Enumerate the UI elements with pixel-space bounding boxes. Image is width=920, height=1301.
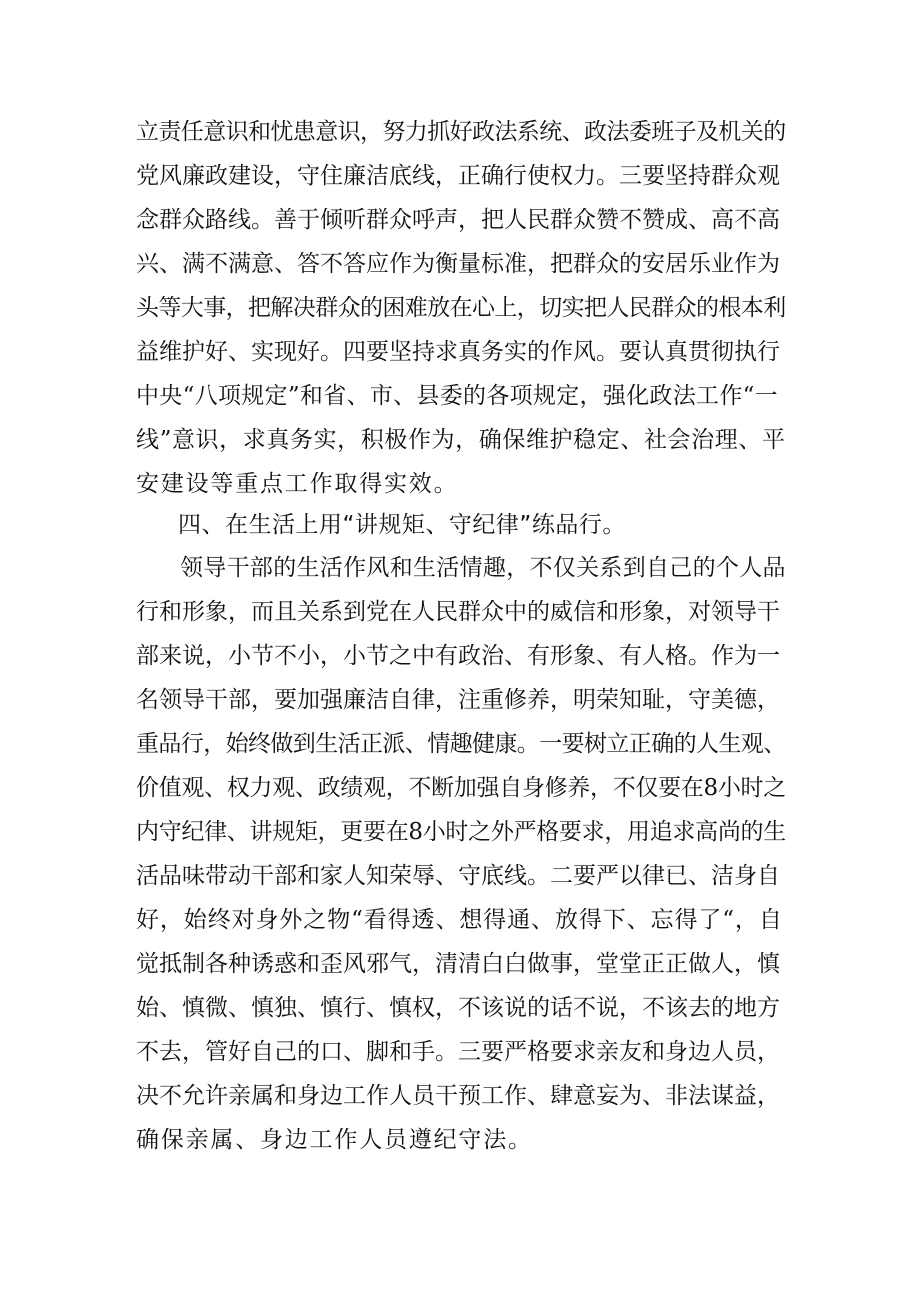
paragraph-2-line-11: 始、慎微、慎独、慎行、慎权，不该说的话不说，不该去的地方 [136, 995, 780, 1021]
paragraph-2-line-5: 重品行，始终做到生活正派、情趣健康。一要树立正确的人生观、 [136, 731, 786, 757]
paragraph-2-line-14: 确保亲属、身边工作人员遵纪守法。 [136, 1127, 533, 1153]
paragraph-1-line-3: 念群众路线。善于倾听群众呼声，把人民群众赞不赞成、高不高 [136, 207, 780, 233]
paragraph-2-line-9: 好，始终对身外之物“看得透、想得通、放得下、忘得了“，自 [136, 907, 783, 933]
paragraph-2-line-4: 名领导干部，要加强廉洁自律，注重修养，明荣知耻，守美德， [136, 687, 780, 713]
paragraph-2-line-13: 决不允许亲属和身边工作人员干预工作、肆意妄为、非法谋益， [136, 1083, 780, 1109]
paragraph-1-line-6: 益维护好、实现好。四要坚持求真务实的作风。要认真贯彻执行 [136, 339, 780, 365]
paragraph-1-line-1: 立责任意识和忧患意识，努力抓好政法系统、政法委班子及机关的 [136, 119, 786, 145]
paragraph-2-line-3: 部来说，小节不小，小节之中有政治、有形象、有人格。作为一 [136, 643, 780, 669]
paragraph-2-line-12: 不去，管好自己的口、脚和手。三要严格要求亲友和身边人员， [136, 1039, 780, 1065]
paragraph-2-line-10: 觉抵制各种诱惑和歪风邪气，清清白白做事，堂堂正正做人，慎 [136, 951, 780, 977]
paragraph-2-line-7: 内守纪律、讲规矩，更要在8小时之外严格要求，用追求高尚的生 [136, 819, 786, 845]
paragraph-2-line-6: 价值观、权力观、政绩观，不断加强自身修养，不仅要在8小时之 [136, 775, 786, 801]
paragraph-1-line-9: 安建设等重点工作取得实效。 [136, 471, 459, 497]
paragraph-1-line-2: 党风廉政建设，守住廉洁底线，正确行使权力。三要坚持群众观 [136, 163, 780, 189]
paragraph-2-line-1: 领导干部的生活作风和生活情趣，不仅关系到自己的个人品 [180, 555, 786, 581]
paragraph-1-line-5: 头等大事，把解决群众的困难放在心上，切实把人民群众的根本利 [136, 295, 786, 321]
paragraph-2-line-8: 活品味带动干部和家人知荣辱、守底线。二要严以律已、洁身自 [136, 863, 780, 889]
paragraph-1-line-8: 线”意识，求真务实，积极作为，确保维护稳定、社会治理、平 [136, 427, 786, 453]
paragraph-2-line-2: 行和形象，而且关系到党在人民群众中的威信和形象，对领导干 [136, 599, 780, 625]
paragraph-1-line-7: 中央“八项规定”和省、市、县委的各项规定，强化政法工作“一 [136, 383, 778, 409]
paragraph-1-line-4: 兴、满不满意、答不答应作为衡量标准，把群众的安居乐业作为 [136, 251, 780, 277]
section-heading: 四、在生活上用“讲规矩、守纪律”练品行。 [178, 512, 626, 538]
